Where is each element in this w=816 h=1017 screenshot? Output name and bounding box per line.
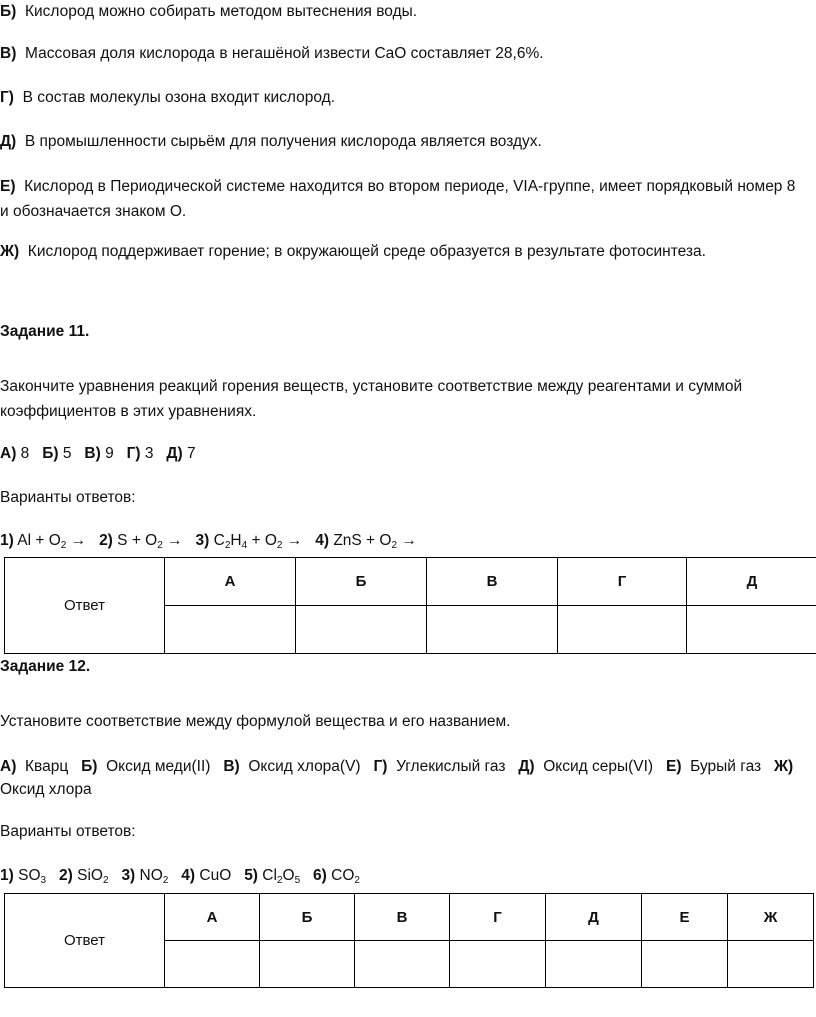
statement-g: Г) В состав молекулы озона входит кислород. [0,89,336,106]
answer-cell[interactable] [355,941,450,988]
answer-cell[interactable] [728,941,814,988]
column-header: В [427,558,558,606]
column-header: Д [687,558,816,606]
column-header: Ж [728,894,814,941]
answer-cell[interactable] [558,606,687,654]
task11-options: А) 8 Б) 5 В) 9 Г) 3 Д) 7 [0,445,196,462]
answer-row-label: Ответ [5,894,165,988]
task11-variants-label: Варианты ответов: [0,489,136,506]
column-header: Е [642,894,728,941]
task12-options: А) Кварц Б) Оксид меди(II) В) Оксид хлора(V) Г) Углекислый газ Д) Оксид серы(VI) Е) Бурый газ Ж) Оксид хлора [0,758,794,798]
column-header: А [165,558,296,606]
answer-cell[interactable] [546,941,642,988]
column-header: Д [546,894,642,941]
task12-answer-table [4,893,814,988]
statement-zh: Ж) Кислород поддерживает горение; в окружающей среде образуется в результате фотосинтеза. [0,243,706,260]
answer-cell[interactable] [427,606,558,654]
answer-cell[interactable] [687,606,816,654]
statement-v: В) Массовая доля кислорода в негашёной извести CaO составляет 28,6%. [0,45,544,62]
column-header: Г [558,558,687,606]
column-header: Б [260,894,355,941]
task11-instruction: Закончите уравнения реакций горения веществ, установите соответствие между реагентами и суммой коэффициентов в этих уравнениях. [0,378,743,420]
answer-cell[interactable] [260,941,355,988]
column-header: Б [296,558,427,606]
column-header: А [165,894,260,941]
statement-b: Б) Кислород можно собирать методом вытеснения воды. [0,3,418,20]
task11-answers: 1) $Al + O_2$ → 2) $S + O_2$ → 3) $C_2H_4 + O_2$ → 4) ZnS + $O_2$ → [0,532,417,551]
answer-cell[interactable] [165,606,296,654]
task12-title: Задание 12. [0,658,91,675]
answer-cell[interactable] [450,941,546,988]
answer-cell[interactable] [296,606,427,654]
statement-d: Д) В промышленности сырьём для получения кислорода является воздух. [0,133,542,150]
task12-instruction: Установите соответствие между формулой вещества и его названием. [0,713,511,730]
task12-answers: 1) $SO_3$ 2) SiO$_2$ 3) $NO_2$ 4) CuO 5) $Cl_2O_5$ 6) $CO_2$ [0,867,360,886]
column-header: Г [450,894,546,941]
task12-variants-label: Варианты ответов: [0,823,136,840]
task11-title: Задание 11. [0,323,90,340]
column-header: В [355,894,450,941]
answer-cell[interactable] [642,941,728,988]
task11-answer-table [4,557,816,654]
answer-row-label: Ответ [5,558,165,654]
answer-cell[interactable] [165,941,260,988]
statement-e: Е) Кислород в Периодической системе находится во втором периоде, VIA-группе, имеет порядковый номер 8 и обозначается знаком О. [0,178,796,220]
